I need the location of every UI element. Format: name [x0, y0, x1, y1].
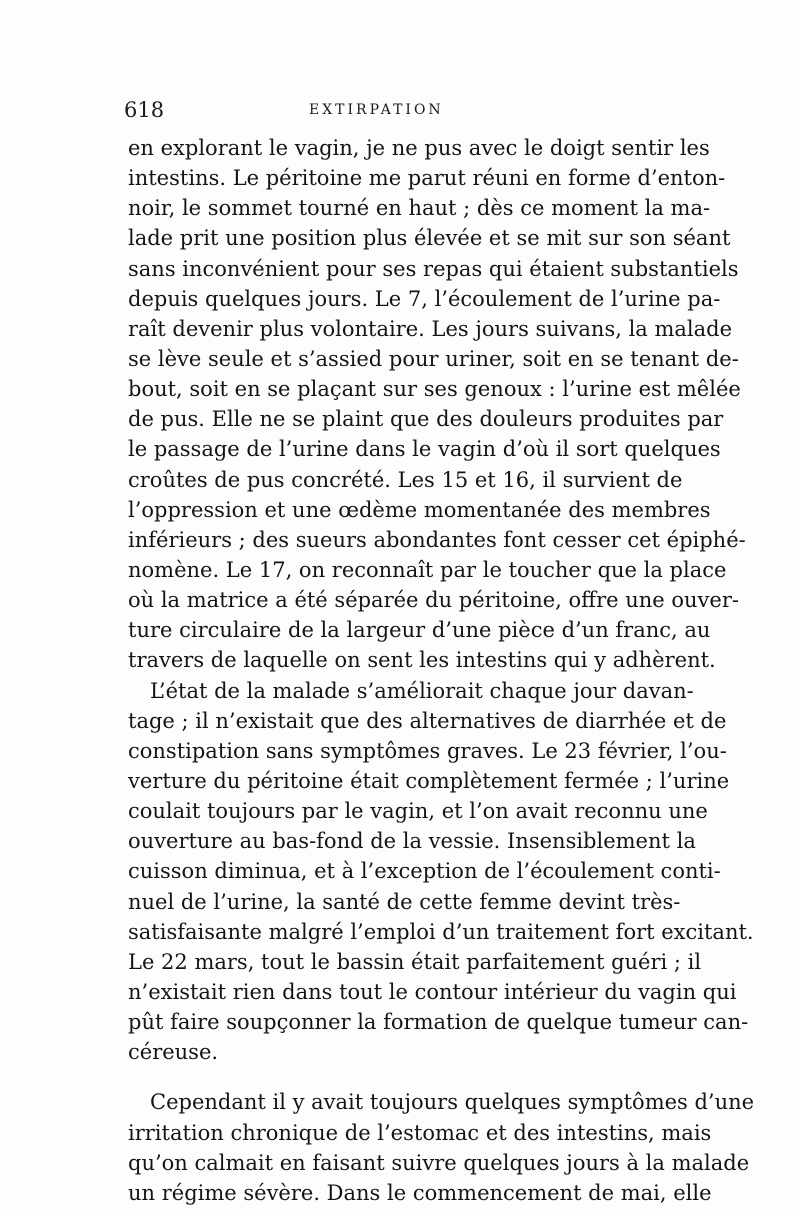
- text-line: noir, le sommet tourné en haut ; dès ce moment la ma-: [128, 196, 711, 221]
- text-line: se lève seule et s’assied pour uriner, soit en se tenant de-: [128, 346, 739, 371]
- text-line: en explorant le vagin, je ne pus avec le doigt sentir les: [128, 136, 710, 160]
- text-line: travers de laquelle on sent les intestins qui y adhèrent.: [128, 648, 716, 673]
- text-line: cuisson diminua, et à l’exception de l’écoulement conti-: [128, 859, 721, 884]
- text-line: l’oppression et une œdème momentanée des membres: [128, 497, 711, 522]
- text-line: ture circulaire de la largeur d’une pièce d’un franc, au: [128, 618, 711, 643]
- text-line: Le 22 mars, tout le bassin était parfaitement guéri ; il: [128, 949, 702, 974]
- text-line: où la matrice a été séparée du péritoine, offre une ouver-: [128, 588, 739, 613]
- text-line: n’existait rien dans tout le contour intérieur du vagin qui: [128, 979, 737, 1004]
- text-line: sans inconvénient pour ses repas qui étaient substantiels: [128, 256, 739, 281]
- paragraph: [128, 676, 754, 1068]
- text-line: raît devenir plus volontaire. Les jours suivans, la malade: [128, 316, 733, 341]
- paragraph: [128, 133, 746, 676]
- text-line: ouverture au bas-fond de la vessie. Insensiblement la: [128, 829, 696, 854]
- page-header: [124, 98, 672, 132]
- text-line: croûtes de pus concrété. Les 15 et 16, il survient de: [128, 467, 683, 492]
- text-line: irritation chronique de l’estomac et des intestins, mais: [128, 1120, 712, 1145]
- text-line: inférieurs ; des sueurs abondantes font cesser cet épiphé-: [128, 527, 746, 552]
- text-line: constipation sans symptômes graves. Le 23 février, l’ou-: [128, 738, 727, 763]
- text-line: nomène. Le 17, on reconnaît par le toucher que la place: [128, 557, 727, 582]
- text-line: de pus. Elle ne se plaint que des douleurs produites par: [128, 407, 724, 432]
- text-line: L’état de la malade s’améliorait chaque jour davan-: [150, 678, 694, 703]
- text-line: qu’on calmait en faisant suivre quelques jours à la malade: [128, 1150, 750, 1175]
- text-line: pût faire soupçonner la formation de quelque tumeur can-: [128, 1010, 749, 1035]
- text-line: un régime sévère. Dans le commencement de mai, elle: [128, 1180, 712, 1205]
- running-title: EXTIRPATION: [309, 102, 444, 118]
- text-line: intestins. Le péritoine me parut réuni en forme d’enton-: [128, 166, 726, 191]
- text-line: Cependant il y avait toujours quelques symptômes d’une: [150, 1090, 755, 1115]
- text-line: lade prit une position plus élevée et se mit sur son séant: [128, 226, 731, 251]
- text-line: nuel de l’urine, la santé de cette femme devint très-: [128, 889, 681, 914]
- text-line: depuis quelques jours. Le 7, l’écoulement de l’urine pa-: [128, 286, 721, 311]
- text-line: le passage de l’urine dans le vagin d’où il sort quelques: [128, 437, 721, 462]
- text-line: coulait toujours par le vagin, et l’on avait reconnu une: [128, 799, 708, 824]
- paragraph-gap: [128, 1067, 672, 1087]
- text-line: tage ; il n’existait que des alternatives de diarrhée et de: [128, 708, 727, 733]
- paragraph: [128, 1087, 755, 1208]
- text-line: verture du péritoine était complètement fermée ; l’urine: [128, 768, 730, 793]
- body-text: [128, 133, 755, 1208]
- text-line: céreuse.: [128, 1040, 219, 1065]
- text-line: bout, soit en se plaçant sur ses genoux : l’urine est mêlée: [128, 377, 741, 402]
- text-line: satisfaisante malgré l’emploi d’un traitement fort excitant.: [128, 919, 754, 944]
- page-number: 618: [124, 98, 165, 122]
